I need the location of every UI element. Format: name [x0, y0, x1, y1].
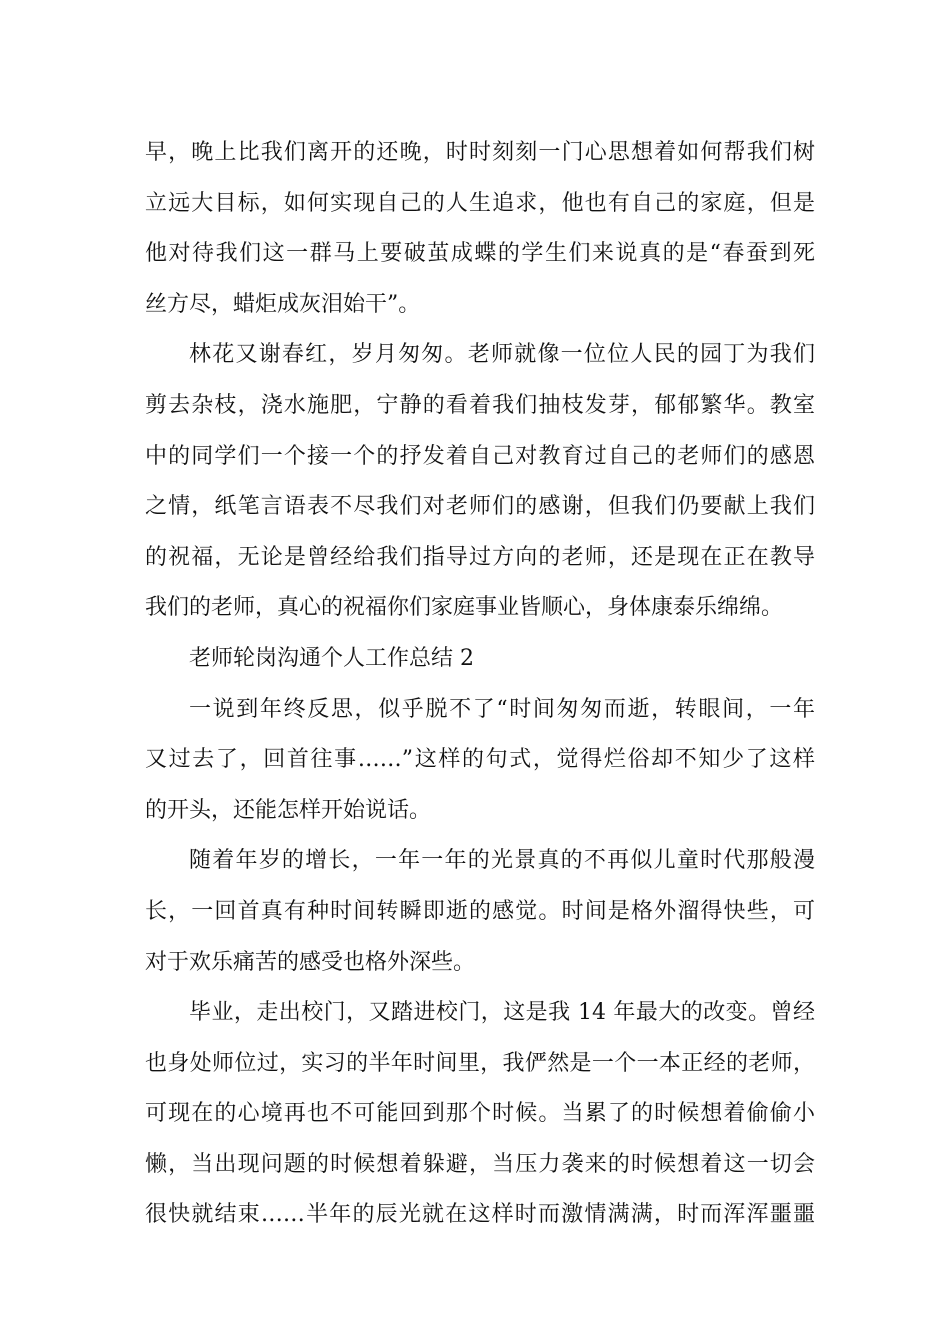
text-line: 早，晚上比我们离开的还晚，时时刻刻一门心思想着如何帮我们树: [145, 140, 815, 165]
text-line: 毕业，走出校门，又踏进校门，这是我 14 年最大的改变。曾经: [189, 1000, 815, 1026]
section-heading: 老师轮岗沟通个人工作总结 2: [189, 645, 474, 671]
text-line: 立远大目标，如何实现自己的人生追求，他也有自己的家庭，但是: [145, 190, 815, 216]
text-line: 林花又谢春红，岁月匆匆。老师就像一位位人民的园丁为我们: [189, 342, 815, 368]
text-line: 很快就结束……半年的辰光就在这样时而激情满满，时而浑浑噩噩: [145, 1202, 815, 1228]
text-line: 丝方尽，蜡炬成灰泪始干”。: [145, 291, 421, 317]
text-line: 又过去了，回首往事……”这样的句式，觉得烂俗却不知少了这样: [145, 747, 815, 773]
text-line: 也身处师位过，实习的半年时间里，我俨然是一个一本正经的老师，: [145, 1050, 815, 1076]
text-line: 随着年岁的增长，一年一年的光景真的不再似儿童时代那般漫: [189, 848, 815, 874]
text-line: 之情，纸笔言语表不尽我们对老师们的感谢，但我们仍要献上我们: [145, 494, 815, 520]
text-line: 我们的老师，真心的祝福你们家庭事业皆顺心，身体康泰乐绵绵。: [145, 595, 784, 621]
text-line: 一说到年终反思，似乎脱不了“时间匆匆而逝，转眼间，一年: [189, 696, 815, 722]
text-line: 中的同学们一个接一个的抒发着自己对教育过自己的老师们的感恩: [145, 443, 815, 469]
text-line: 他对待我们这一群马上要破茧成蝶的学生们来说真的是“春蚕到死: [145, 241, 815, 267]
document-body: [145, 128, 815, 1241]
text-line: 长，一回首真有种时间转瞬即逝的感觉。时间是格外溜得快些，可: [145, 898, 815, 924]
text-line: 的开头，还能怎样开始说话。: [145, 797, 432, 823]
text-line: 懒，当出现问题的时候想着躲避，当压力袭来的时候想着这一切会: [145, 1151, 815, 1177]
text-line: 对于欢乐痛苦的感受也格外深些。: [145, 949, 476, 975]
text-line: 的祝福，无论是曾经给我们指导过方向的老师，还是现在正在教导: [145, 544, 815, 570]
text-line: 剪去杂枝，浇水施肥，宁静的看着我们抽枝发芽，郁郁繁华。教室: [145, 392, 815, 418]
text-line: 可现在的心境再也不可能回到那个时候。当累了的时候想着偷偷小: [145, 1101, 815, 1127]
